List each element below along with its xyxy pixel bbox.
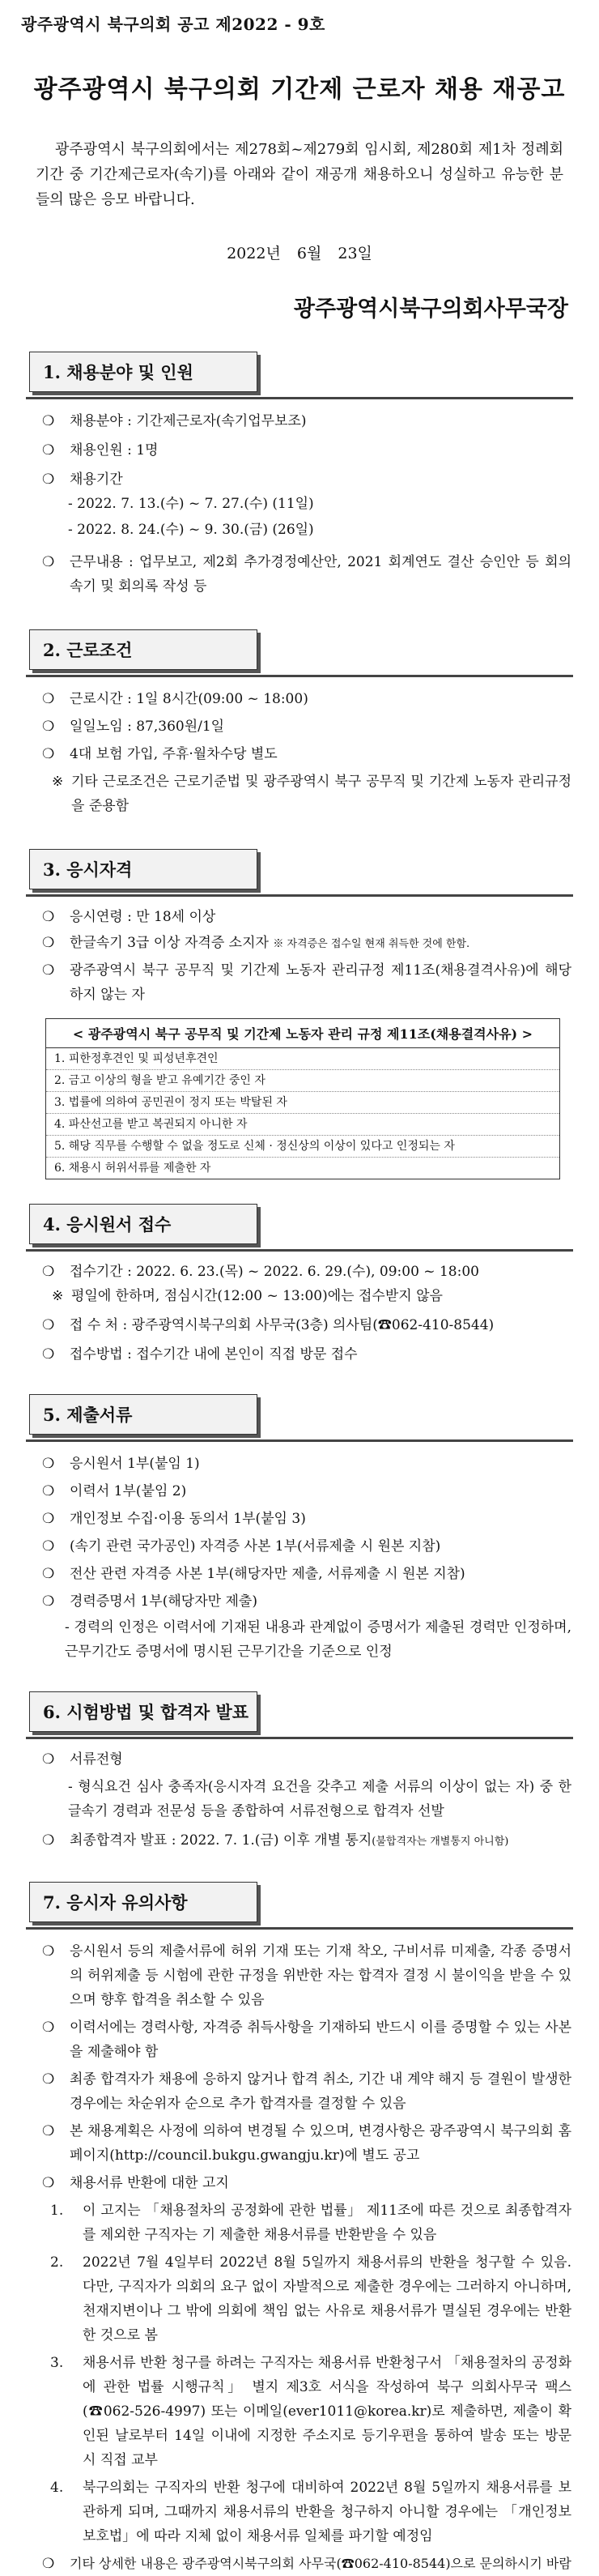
date-day: 23일 xyxy=(338,245,372,262)
section-heading: 1. 채용분야 및 인원 xyxy=(29,352,257,392)
bullet-circle-icon: ❍ xyxy=(42,1483,55,1499)
list-item: ❍ 이력서 1부(붙임 2) xyxy=(21,1478,578,1505)
bullet-circle-icon: ❍ xyxy=(42,2175,55,2191)
list-item: ❍ 응시원서 등의 제출서류에 허위 기재 또는 기재 착오, 구비서류 미제출, 각종 증명서의 허위제출 등 시험에 관한 규정을 위반한 자는 합격자 결정 시 불이익을 받을 수 있으며 향후 합격을 취소할 수 있음 xyxy=(21,1939,578,2012)
bullet-circle-icon: ❍ xyxy=(42,1593,55,1610)
list-item: ❍ 접수방법 : 접수기간 내에 본인이 직접 방문 접수 xyxy=(21,1342,578,1367)
bullet-circle-icon: ❍ xyxy=(42,1346,55,1363)
bullet-circle-icon: ❍ xyxy=(42,1511,55,1527)
note-item: ※ 평일에 한하며, 점심시간(12:00 ~ 13:00)에는 접수받지 않음 xyxy=(21,1284,578,1308)
bullet-circle-icon: ❍ xyxy=(42,2019,55,2036)
disqualification-box xyxy=(45,1018,560,1179)
list-item: ❍ 4대 보험 가입, 주휴·월차수당 별도 xyxy=(21,742,578,766)
list-item: ❍ 접 수 처 : 광주광역시북구의회 사무국(3층) 의사팀(☎062-410-8544) xyxy=(21,1313,578,1337)
list-item: ❍ 최종 합격자가 채용에 응하지 않거나 합격 취소, 기간 내 계약 해지 등 결원이 발생한 경우에는 차순위자 순으로 추가 합격자를 결정할 수 있음 xyxy=(21,2067,578,2116)
section-heading: 6. 시험방법 및 합격자 발표 xyxy=(29,1691,257,1732)
section-4 xyxy=(21,1204,578,1367)
list-item: ❍ 응시원서 1부(붙임 1) xyxy=(21,1450,578,1478)
bullet-circle-icon: ❍ xyxy=(42,1943,55,1960)
small-note: (불합격자는 개별통지 아니함) xyxy=(372,1836,509,1848)
bullet-circle-icon: ❍ xyxy=(42,2123,55,2139)
list-item: ❍ 서류전형 xyxy=(21,1747,578,1772)
bullet-circle-icon: ❍ xyxy=(42,746,55,762)
box-row: 3. 법률에 의하여 공민권이 정지 또는 박탈된 자 xyxy=(46,1092,559,1114)
section-heading: 7. 응시자 유의사항 xyxy=(29,1882,257,1922)
bullet-circle-icon: ❍ xyxy=(42,413,55,429)
issuer-signature: 광주광역시북구의회사무국장 xyxy=(293,296,568,322)
list-item: ❍ 접수기간 : 2022. 6. 23.(목) ~ 2022. 6. 29.(수), 09:00 ~ 18:00 xyxy=(21,1260,578,1284)
bullet-circle-icon: ❍ xyxy=(42,1832,55,1849)
list-item: ❍ 채용서류 반환에 대한 고지 xyxy=(21,2171,578,2195)
box-row: 4. 파산선고를 받고 복권되지 아니한 자 xyxy=(46,1114,559,1136)
numbered-item: 4. 북구의회는 구직자의 반환 청구에 대비하여 2022년 8월 5일까지 채용서류를 보관하게 되며, 그때까지 채용서류의 반환을 청구하지 아니할 경우에는 「개인정보 보호법」에 따라 지체 없이 채용서류 일체를 파기할 예정임 xyxy=(50,2480,571,2544)
bullet-circle-icon: ❍ xyxy=(42,1264,55,1280)
list-item: ❍ 한글속기 3급 이상 자격증 소지자 ※ 자격증은 접수일 현재 취득한 것에 한함. xyxy=(21,931,578,957)
bullet-circle-icon: ❍ xyxy=(42,1751,55,1768)
numbered-item: 1. 이 고지는 「채용절차의 공정화에 관한 법률」 제11조에 따른 것으로 최종합격자를 제외한 구직자는 기 제출한 채용서류를 반환받을 수 있음 xyxy=(50,2203,571,2243)
section-2 xyxy=(21,629,578,818)
date-month: 6월 xyxy=(296,245,322,262)
numbered-item: 3. 채용서류 반환 청구를 하려는 구직자는 채용서류 반환청구서 「채용절차의 공정화에 관한 법률 시행규칙」 별지 제3호 서식을 작성하여 북구 의회사무국 팩스(☎062-526-4997) 또는 이메일(ever1011@korea.kr)로 제출하면, 제출이 확인된 날로부터 14일 이내에 지정한 주소지로 등기우편을 통하여 발송 또는 방문 시 직접 교부 xyxy=(50,2355,571,2468)
list-item: ❍ 채용인원 : 1명 xyxy=(21,438,578,463)
section-6 xyxy=(21,1691,578,1854)
section-3 xyxy=(21,849,578,1179)
divider xyxy=(26,1439,573,1442)
section-1 xyxy=(21,352,578,599)
box-row: 1. 피한정후견인 및 피성년후견인 xyxy=(46,1048,559,1070)
bullet-circle-icon: ❍ xyxy=(42,1456,55,1472)
list-item: ❍ (속기 관련 국가공인) 자격증 사본 1부(서류제출 시 원본 지참) xyxy=(21,1533,578,1560)
bullet-circle-icon: ❍ xyxy=(42,1566,55,1582)
divider xyxy=(26,1249,573,1252)
section-5 xyxy=(21,1394,578,1664)
list-item: ❍ 광주광역시 북구 공무직 및 기간제 노동자 관리규정 제11조(채용결격사유)에 해당하지 않는 자 xyxy=(21,958,578,1007)
list-item: ❍ 일일노임 : 87,360원/1일 xyxy=(21,714,578,739)
small-note: ※ 자격증은 접수일 현재 취득한 것에 한함. xyxy=(273,938,470,950)
screening-note: - 형식요건 심사 충족자(응시자격 요건을 갖추고 제출 서류의 이상이 없는 자) 중 한글속기 경력과 전문성 등을 종합하여 서류전형으로 합격자 선발 xyxy=(68,1779,571,1819)
period-line: - 2022. 8. 24.(수) ~ 9. 30.(금) (26일) xyxy=(68,522,314,538)
section-7 xyxy=(21,1882,578,2576)
bullet-circle-icon: ❍ xyxy=(42,2071,55,2088)
section-heading: 4. 응시원서 접수 xyxy=(29,1204,257,1244)
box-row: 6. 채용시 허위서류를 제출한 자 xyxy=(54,1162,211,1175)
section-heading: 3. 응시자격 xyxy=(29,849,257,889)
bullet-circle-icon: ❍ xyxy=(42,909,55,925)
bullet-circle-icon: ❍ xyxy=(42,935,55,951)
list-item: ❍ 본 채용계획은 사정에 의하여 변경될 수 있으며, 변경사항은 광주광역시 북구의회 홈페이지(http://council.bukgu.gwangju.kr)에 별도 공고 xyxy=(21,2119,578,2168)
bullet-circle-icon: ❍ xyxy=(42,1538,55,1555)
note-mark-icon: ※ xyxy=(52,774,64,790)
bullet-circle-icon: ❍ xyxy=(42,962,55,979)
box-row: 2. 금고 이상의 형을 받고 유예기간 중인 자 xyxy=(46,1070,559,1092)
note-item: ※ 기타 근로조건은 근로기준법 및 광주광역시 북구 공무직 및 기간제 노동자 관리규정을 준용함 xyxy=(21,770,578,818)
divider xyxy=(26,894,573,897)
divider xyxy=(26,1737,573,1739)
bullet-circle-icon: ❍ xyxy=(42,1317,55,1333)
section-heading: 2. 근로조건 xyxy=(29,629,257,670)
list-item: ❍ 기타 상세한 내용은 광주광역시북구의회 사무국(☎062-410-8544)으로 문의하시기 바람 xyxy=(21,2552,578,2576)
list-item: ❍ 경력증명서 1부(해당자만 제출) xyxy=(21,1588,578,1615)
note-mark-icon: ※ xyxy=(52,1288,64,1304)
bullet-circle-icon: ❍ xyxy=(42,442,55,458)
intro-paragraph: 광주광역시 북구의회에서는 제278회~제279회 임시회, 제280회 제1차 정례회 기간 중 기간제근로자(속기)를 아래와 같이 재공개 채용하오니 성실하고 유능한 분들의 많은 응모 바랍니다. xyxy=(36,141,563,208)
bullet-circle-icon: ❍ xyxy=(42,471,55,488)
page-title: 광주광역시 북구의회 기간제 근로자 채용 재공고 xyxy=(33,75,566,104)
date-year: 2022년 xyxy=(227,245,281,262)
divider xyxy=(26,675,573,677)
career-note: - 경력의 인정은 이력서에 기재된 내용과 관계없이 증명서가 제출된 경력만 인정하며, 근무기간도 증명서에 명시된 근무기간을 기준으로 인정 xyxy=(65,1619,571,1660)
box-title: < 광주광역시 북구 공무직 및 기간제 노동자 관리 규정 제11조(채용결격사유) > xyxy=(46,1019,559,1048)
section-heading: 5. 제출서류 xyxy=(29,1394,257,1435)
bullet-circle-icon: ❍ xyxy=(42,2556,55,2572)
bullet-circle-icon: ❍ xyxy=(42,719,55,735)
bullet-circle-icon: ❍ xyxy=(42,554,55,570)
notice-date xyxy=(21,241,578,263)
list-item: ❍ 이력서에는 경력사항, 자격증 취득사항을 기재하되 반드시 이를 증명할 수 있는 사본을 제출해야 함 xyxy=(21,2015,578,2064)
list-item: ❍ 개인정보 수집·이용 동의서 1부(붙임 3) xyxy=(21,1505,578,1533)
list-item: ❍ 채용분야 : 기간제근로자(속기업무보조) xyxy=(21,409,578,433)
period-line: - 2022. 7. 13.(수) ~ 7. 27.(수) (11일) xyxy=(68,496,314,512)
bullet-circle-icon: ❍ xyxy=(42,691,55,707)
list-item: ❍ 응시연령 : 만 18세 이상 xyxy=(21,905,578,929)
list-item: ❍ 근로시간 : 1일 8시간(09:00 ~ 18:00) xyxy=(21,687,578,711)
box-row: 5. 해당 직무를 수행할 수 없을 정도로 신체 · 정신상의 이상이 있다고 인정되는 자 xyxy=(46,1136,559,1158)
list-item: ❍ 근무내용 : 업무보고, 제2회 추가경정예산안, 2021 회계연도 결산 승인안 등 회의 속기 및 회의록 작성 등 xyxy=(21,550,578,599)
divider xyxy=(26,1927,573,1930)
notice-number: 광주광역시 북구의회 공고 제2022 - 9호 xyxy=(21,15,325,34)
divider xyxy=(26,397,573,399)
list-item: ❍ 최종합격자 발표 : 2022. 7. 1.(금) 이후 개별 통지(불합격자는 개별통지 아니함) xyxy=(21,1828,578,1854)
numbered-item: 2. 2022년 7월 4일부터 2022년 8월 5일까지 채용서류의 반환을 청구할 수 있음. 다만, 구직자가 의회의 요구 없이 자발적으로 제출한 경우에는 그러하지 아니하며, 천재지변이나 그 밖에 의회에 책임 없는 사유로 채용서류가 멸실된 경우에는 반환한 것으로 봄 xyxy=(50,2254,571,2344)
list-item: ❍ 전산 관련 자격증 사본 1부(해당자만 제출, 서류제출 시 원본 지참) xyxy=(21,1560,578,1588)
list-item: ❍ 채용기간 xyxy=(21,467,578,492)
